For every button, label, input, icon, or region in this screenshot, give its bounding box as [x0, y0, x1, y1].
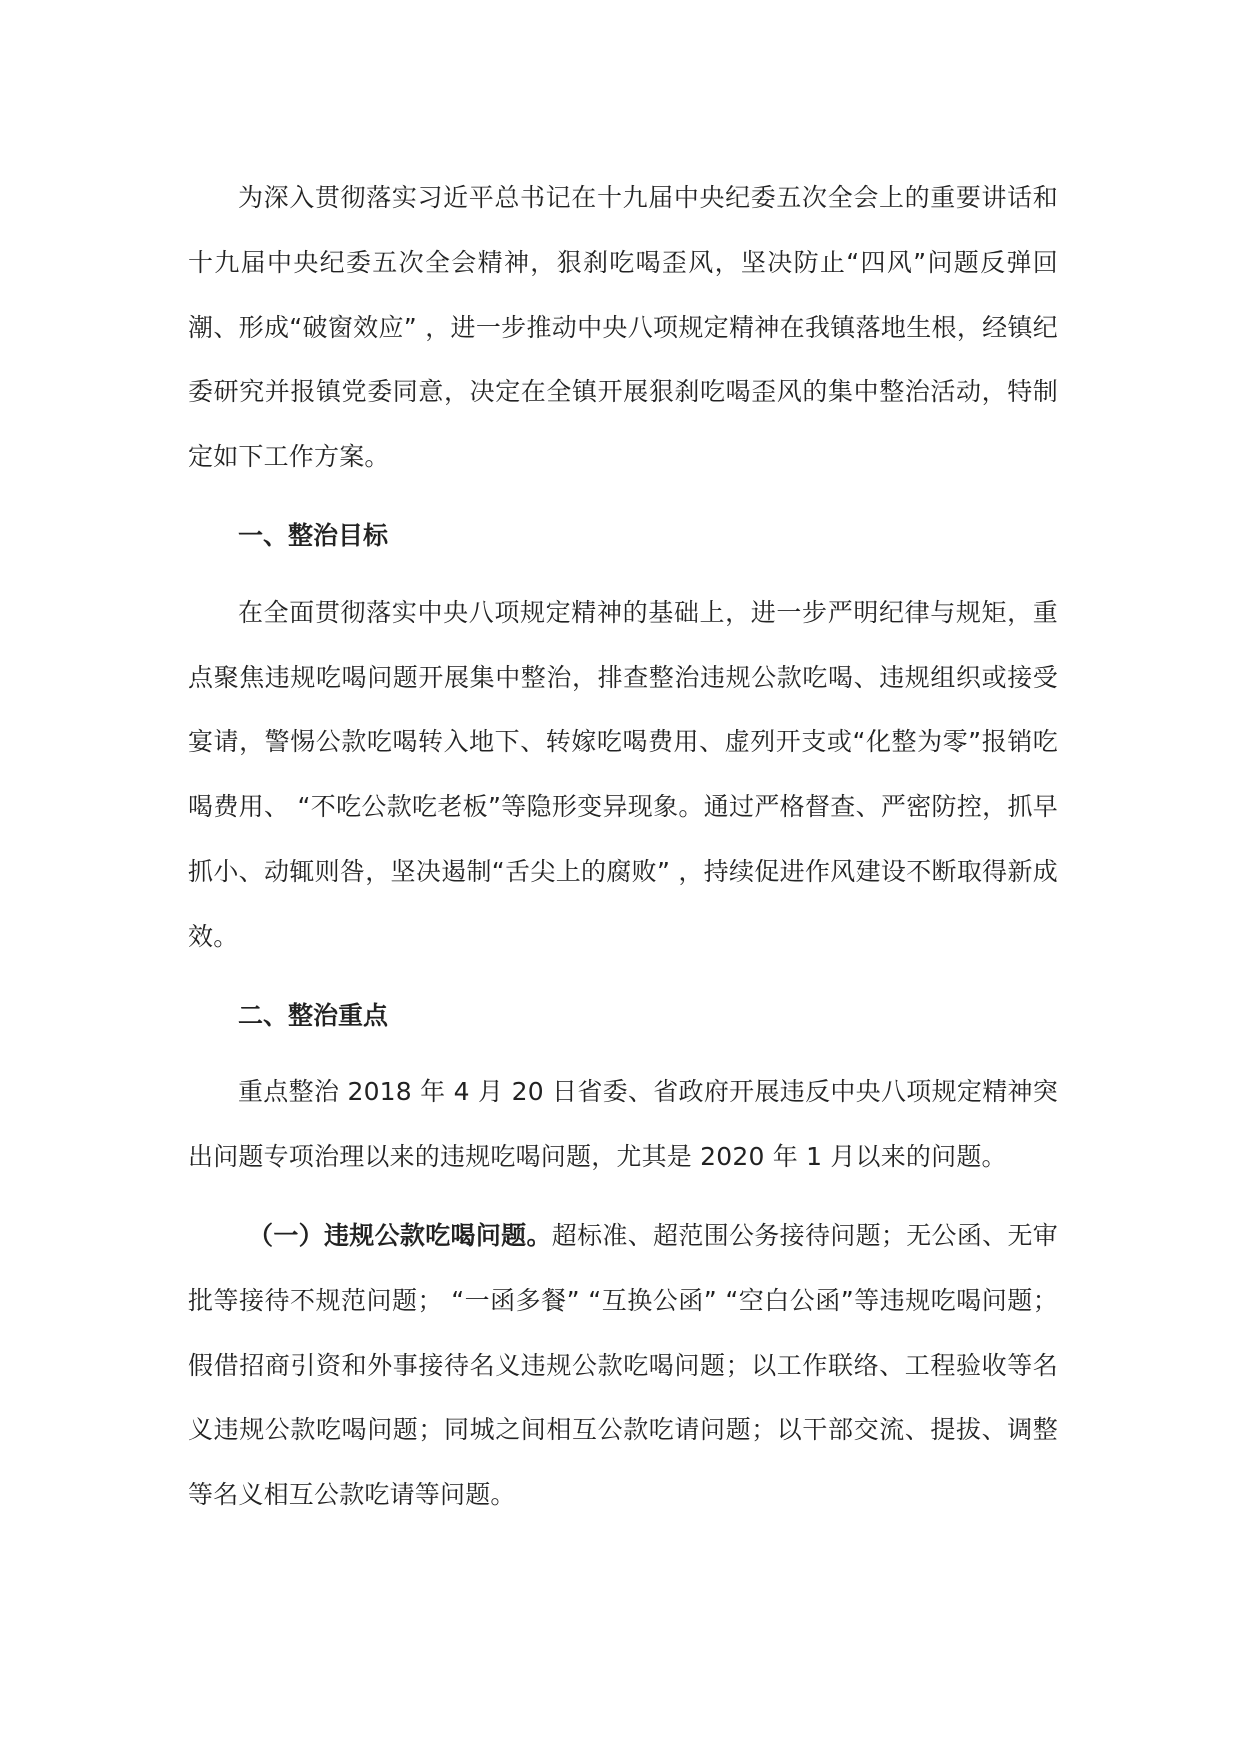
intro-paragraph: 为深入贯彻落实习近平总书记在十九届中央纪委五次全会上的重要讲话和十九届中央纪委五次全会精神，狠刹吃喝歪风，坚决防止“四风”问题反弹回潮、形成“破窗效应” ，进一步推动中央八项规定精神在我镇落地生根，经镇纪委研究并报镇党委同意，决定在全镇开展狠刹吃喝歪风的集中整治活动，特制定如下工作方案。 [188, 183, 1058, 472]
goals-paragraph: 在全面贯彻落实中央八项规定精神的基础上，进一步严明纪律与规矩，重点聚焦违规吃喝问题开展集中整治，排查整治违规公款吃喝、违规组织或接受宴请，警惕公款吃喝转入地下、转嫁吃喝费用、虚列开支或“化整为零”报销吃喝费用、 “不吃公款吃老板”等隐形变异现象。通过严格督查、严密防控，抓早抓小、动辄则咎，坚决遏制“舌尖上的腐败” ，持续促进作风建设不断取得新成效。 [188, 597, 1058, 951]
focus-item-1-text: 超标准、超范围公务接待问题；无公函、无审批等接待不规范问题； “一函多餐” “互换公函” “空白公函”等违规吃喝问题；假借招商引资和外事接待名义违规公款吃喝问题；以工作联络、工程验收等名义违规公款吃喝问题；同城之间相互公款吃请问题；以干部交流、提拔、调整等名义相互公款吃请等问题。 [188, 1220, 1058, 1510]
focus-item-1-lead: （一）违规公款吃喝问题。 [248, 1220, 552, 1250]
document-page [188, 166, 1058, 1528]
section-heading-focus: 二、整治重点 [238, 1000, 389, 1030]
focus-paragraph: 重点整治 2018 年 4 月 20 日省委、省政府开展违反中央八项规定精神突出问题专项治理以来的违规吃喝问题，尤其是 2020 年 1 月以来的问题。 [188, 1077, 1058, 1172]
focus-item-1-paragraph [188, 1204, 1058, 1528]
section-heading-goals: 一、整治目标 [238, 520, 389, 550]
